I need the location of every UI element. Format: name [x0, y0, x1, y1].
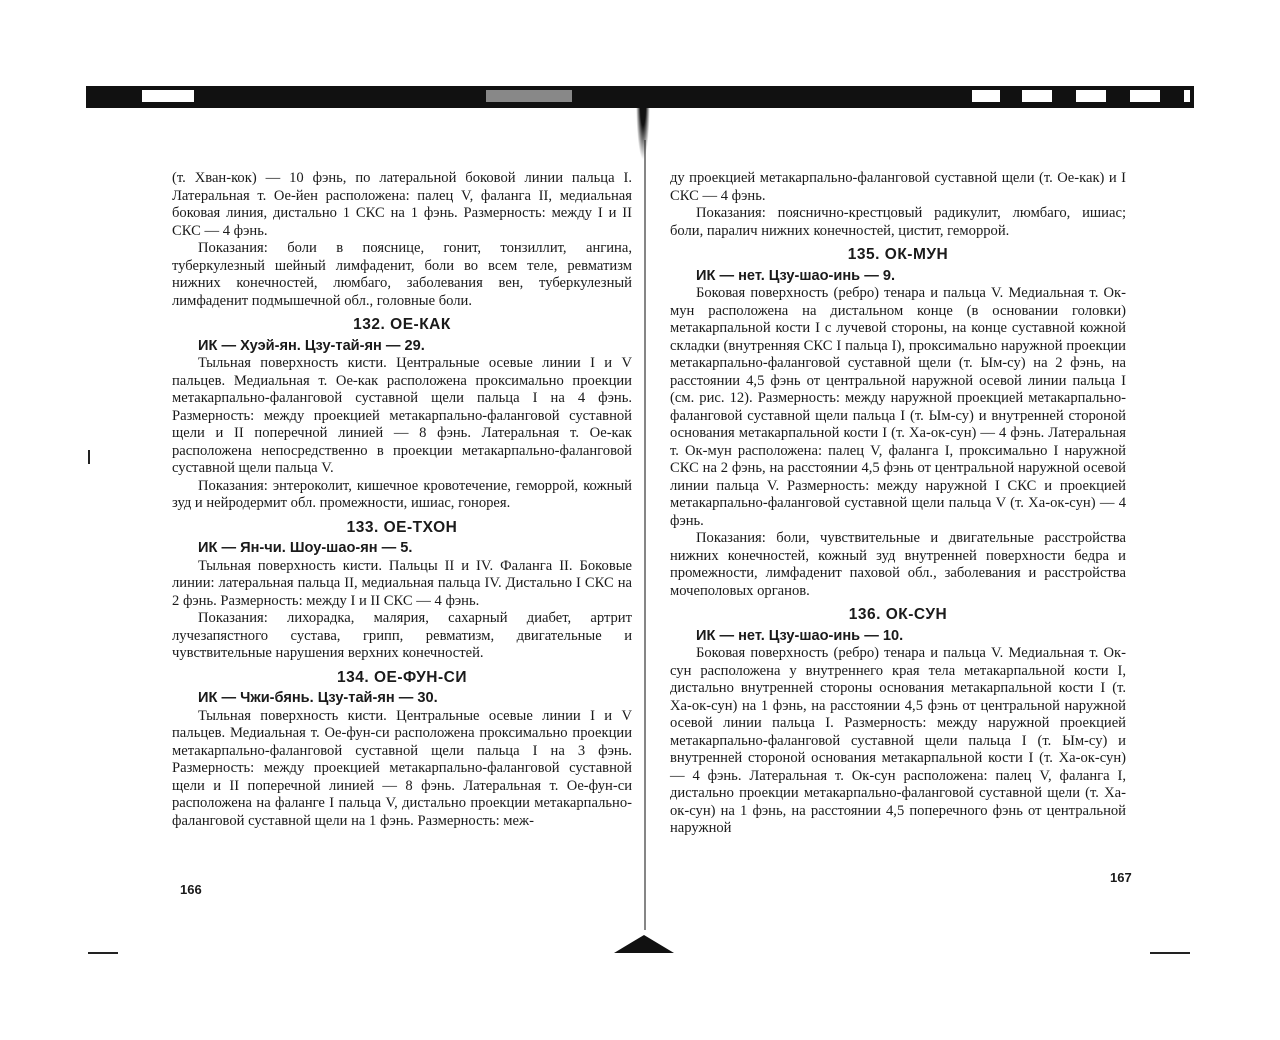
section-title: 135. ОК-МУН [847, 246, 949, 263]
paragraph: Показания: боли, чувствительные и двигательные расстройства нижних конечностей, кожный зуд внутренней поверхности бедра и промежности, лимфаденит паховой обл., заболевания и расстройства мочеполовых органов. [670, 530, 1126, 599]
page-number: 167 [1110, 870, 1132, 885]
paragraph: Боковая поверхность (ребро) тенара и пальца V. Медиальная т. Ок-мун расположена на дистальном конце (в основании головки) метакарпальной кости I с лучевой стороны, на конце суставной кожной складки (внутренняя СКС I пальца I), проксимально наружной проекции метакарпально-фаланговой суставной щели (т. Ым-су) на 2 фэнь, на расстоянии 4,5 фэнь от центральной наружной осевой линии пальца I (см. рис. 12). Размерность: между наружной проекцией метакарпально-фаланговой суставной щели пальца I (т. Ым-су) и внутренней стороной основания метакарпальной кости I (т. Ха-ок-сун) — 4 фэнь. Латеральная т. Ок-мун расположена: палец V, фаланга I, проксимально I наружной СКС на 2 фэнь, на расстоянии 4,5 фэнь от центральной наружной осевой линии пальца V. Размерность: между наружной I СКС и проекцией метакарпально-фаланговой суставной щели пальца V (т. Ха-ок-сун) — 4 фэнь. [670, 285, 1126, 529]
section-title: 132. ОЕ-КАК [353, 316, 451, 333]
paragraph: Боковая поверхность (ребро) тенара и пальца V. Медиальная т. Ок-сун расположена у внутреннего края тела метакарпальной кости I, дистально внутренней стороны основания метакарпальной кости I (т. Ха-ок-сун) на 1 фэнь, на расстоянии 4,5 фэнь от центральной наружной осевой линии пальца I. Размерность: между наружной проекцией метакарпально-фаланговой суставной щели пальца I (т. Ым-су) и внутренней стороной основания метакарпальной кости I (т. Ха-ок-сун) — 4 фэнь. Латеральная т. Ок-сун расположена: палец V, фаланга I, дистально проекции метакарпально-фаланговой суставной щели (т. Ха-ок-сун) на 1 фэнь, на расстоянии 4,5 поперечного фэнь от центральной наружной [670, 645, 1126, 836]
scan-notch [1076, 90, 1106, 102]
book-spine-shadow [636, 100, 650, 160]
paragraph: (т. Хван-кок) — 10 фэнь, по латеральной боковой линии пальца I. Латеральная т. Ое-йен расположена: палец V, фаланга II, медиальная боковая линия, дистально 1 СКС на 1 фэнь. Размерность: между I и II СКС — 4 фэнь. [172, 170, 632, 239]
paragraph: Показания: пояснично-крестцовый радикулит, люмбаго, ишиас; боли, паралич нижних конечностей, цистит, геморрой. [670, 205, 1126, 239]
scan-notch [142, 90, 194, 102]
page-number: 166 [180, 882, 202, 897]
book-spine-bottom [614, 935, 674, 953]
section-subtitle: ИК — нет. Цзу-шао-инь — 9. [696, 267, 896, 284]
section-subtitle: ИК — Хуэй-ян. Цзу-тай-ян — 29. [198, 337, 425, 354]
section-title: 136. ОК-СУН [848, 606, 948, 623]
scan-edge-mark [88, 450, 90, 464]
section-title: 133. ОЕ-ТХОН [346, 518, 458, 536]
paragraph: Тыльная поверхность кисти. Центральные осевые линии I и V пальцев. Медиальная т. Ое-фун-си расположена проксимально проекции метакарпально-фаланговой суставной щели пальца I на 3 фэнь. Размерность: между проекцией метакарпально-фаланговой суставной щели и II поперечной линией — 8 фэнь. Латеральная т. Ое-фун-си расположена на фаланге I пальца V, дистально проекции метакарпально-фаланговой суставной щели на 1 фэнь. Размерность: меж- [172, 707, 632, 829]
paragraph: ду проекцией метакарпально-фаланговой суставной щели (т. Ое-как) и I СКС — 4 фэнь. [670, 170, 1126, 204]
scan-edge-mark [88, 952, 118, 954]
scan-notch [486, 90, 572, 102]
scan-notch [1184, 90, 1190, 102]
paragraph: Показания: энтероколит, кишечное кровотечение, геморрой, кожный зуд и нейродермит обл. промежности, ишиас, гонорея. [172, 477, 632, 511]
scan-notch [972, 90, 1000, 102]
paragraph: Тыльная поверхность кисти. Пальцы II и IV. Фаланга II. Боковые линии: латеральная пальца II, медиальная пальца IV. Дистально I СКС на 2 фэнь. Размерность: между I и II СКС — 4 фэнь. [172, 557, 632, 609]
left-page [172, 170, 632, 830]
paragraph: Тыльная поверхность кисти. Центральные осевые линии I и V пальцев. Медиальная т. Ое-как расположена проксимально проекции метакарпально-фаланговой суставной щели пальца I на 4 фэнь. Размерность: между проекцией метакарпально-фаланговой суставной щели и II поперечной линией — 8 фэнь. Латеральная т. Ое-как расположена непосредственно в проекции метакарпально-фаланговой суставной щели пальца V. [172, 355, 632, 476]
section-title: 134. ОЕ-ФУН-СИ [336, 668, 467, 686]
book-gutter-line [644, 140, 646, 930]
section-subtitle: ИК — нет. Цзу-шао-инь — 10. [696, 627, 904, 644]
scan-notch [1022, 90, 1052, 102]
scan-edge-mark [1150, 952, 1190, 954]
scan-notch [1130, 90, 1160, 102]
section-subtitle: ИК — Чжи-бянь. Цзу-тай-ян — 30. [198, 690, 438, 706]
section-subtitle: ИК — Ян-чи. Шоу-шао-ян — 5. [198, 540, 413, 556]
paragraph: Показания: лихорадка, малярия, сахарный диабет, артрит лучезапястного сустава, грипп, ревматизм, двигательные и чувствительные нарушения верхних конечностей. [172, 610, 632, 661]
right-page [670, 170, 1126, 838]
paragraph: Показания: боли в пояснице, гонит, тонзиллит, ангина, туберкулезный шейный лимфаденит, боли во всем теле, ревматизм нижних конечностей, люмбаго, заболевания вен, туберкулезный лимфаденит подмышечной обл., головные боли. [172, 240, 632, 309]
